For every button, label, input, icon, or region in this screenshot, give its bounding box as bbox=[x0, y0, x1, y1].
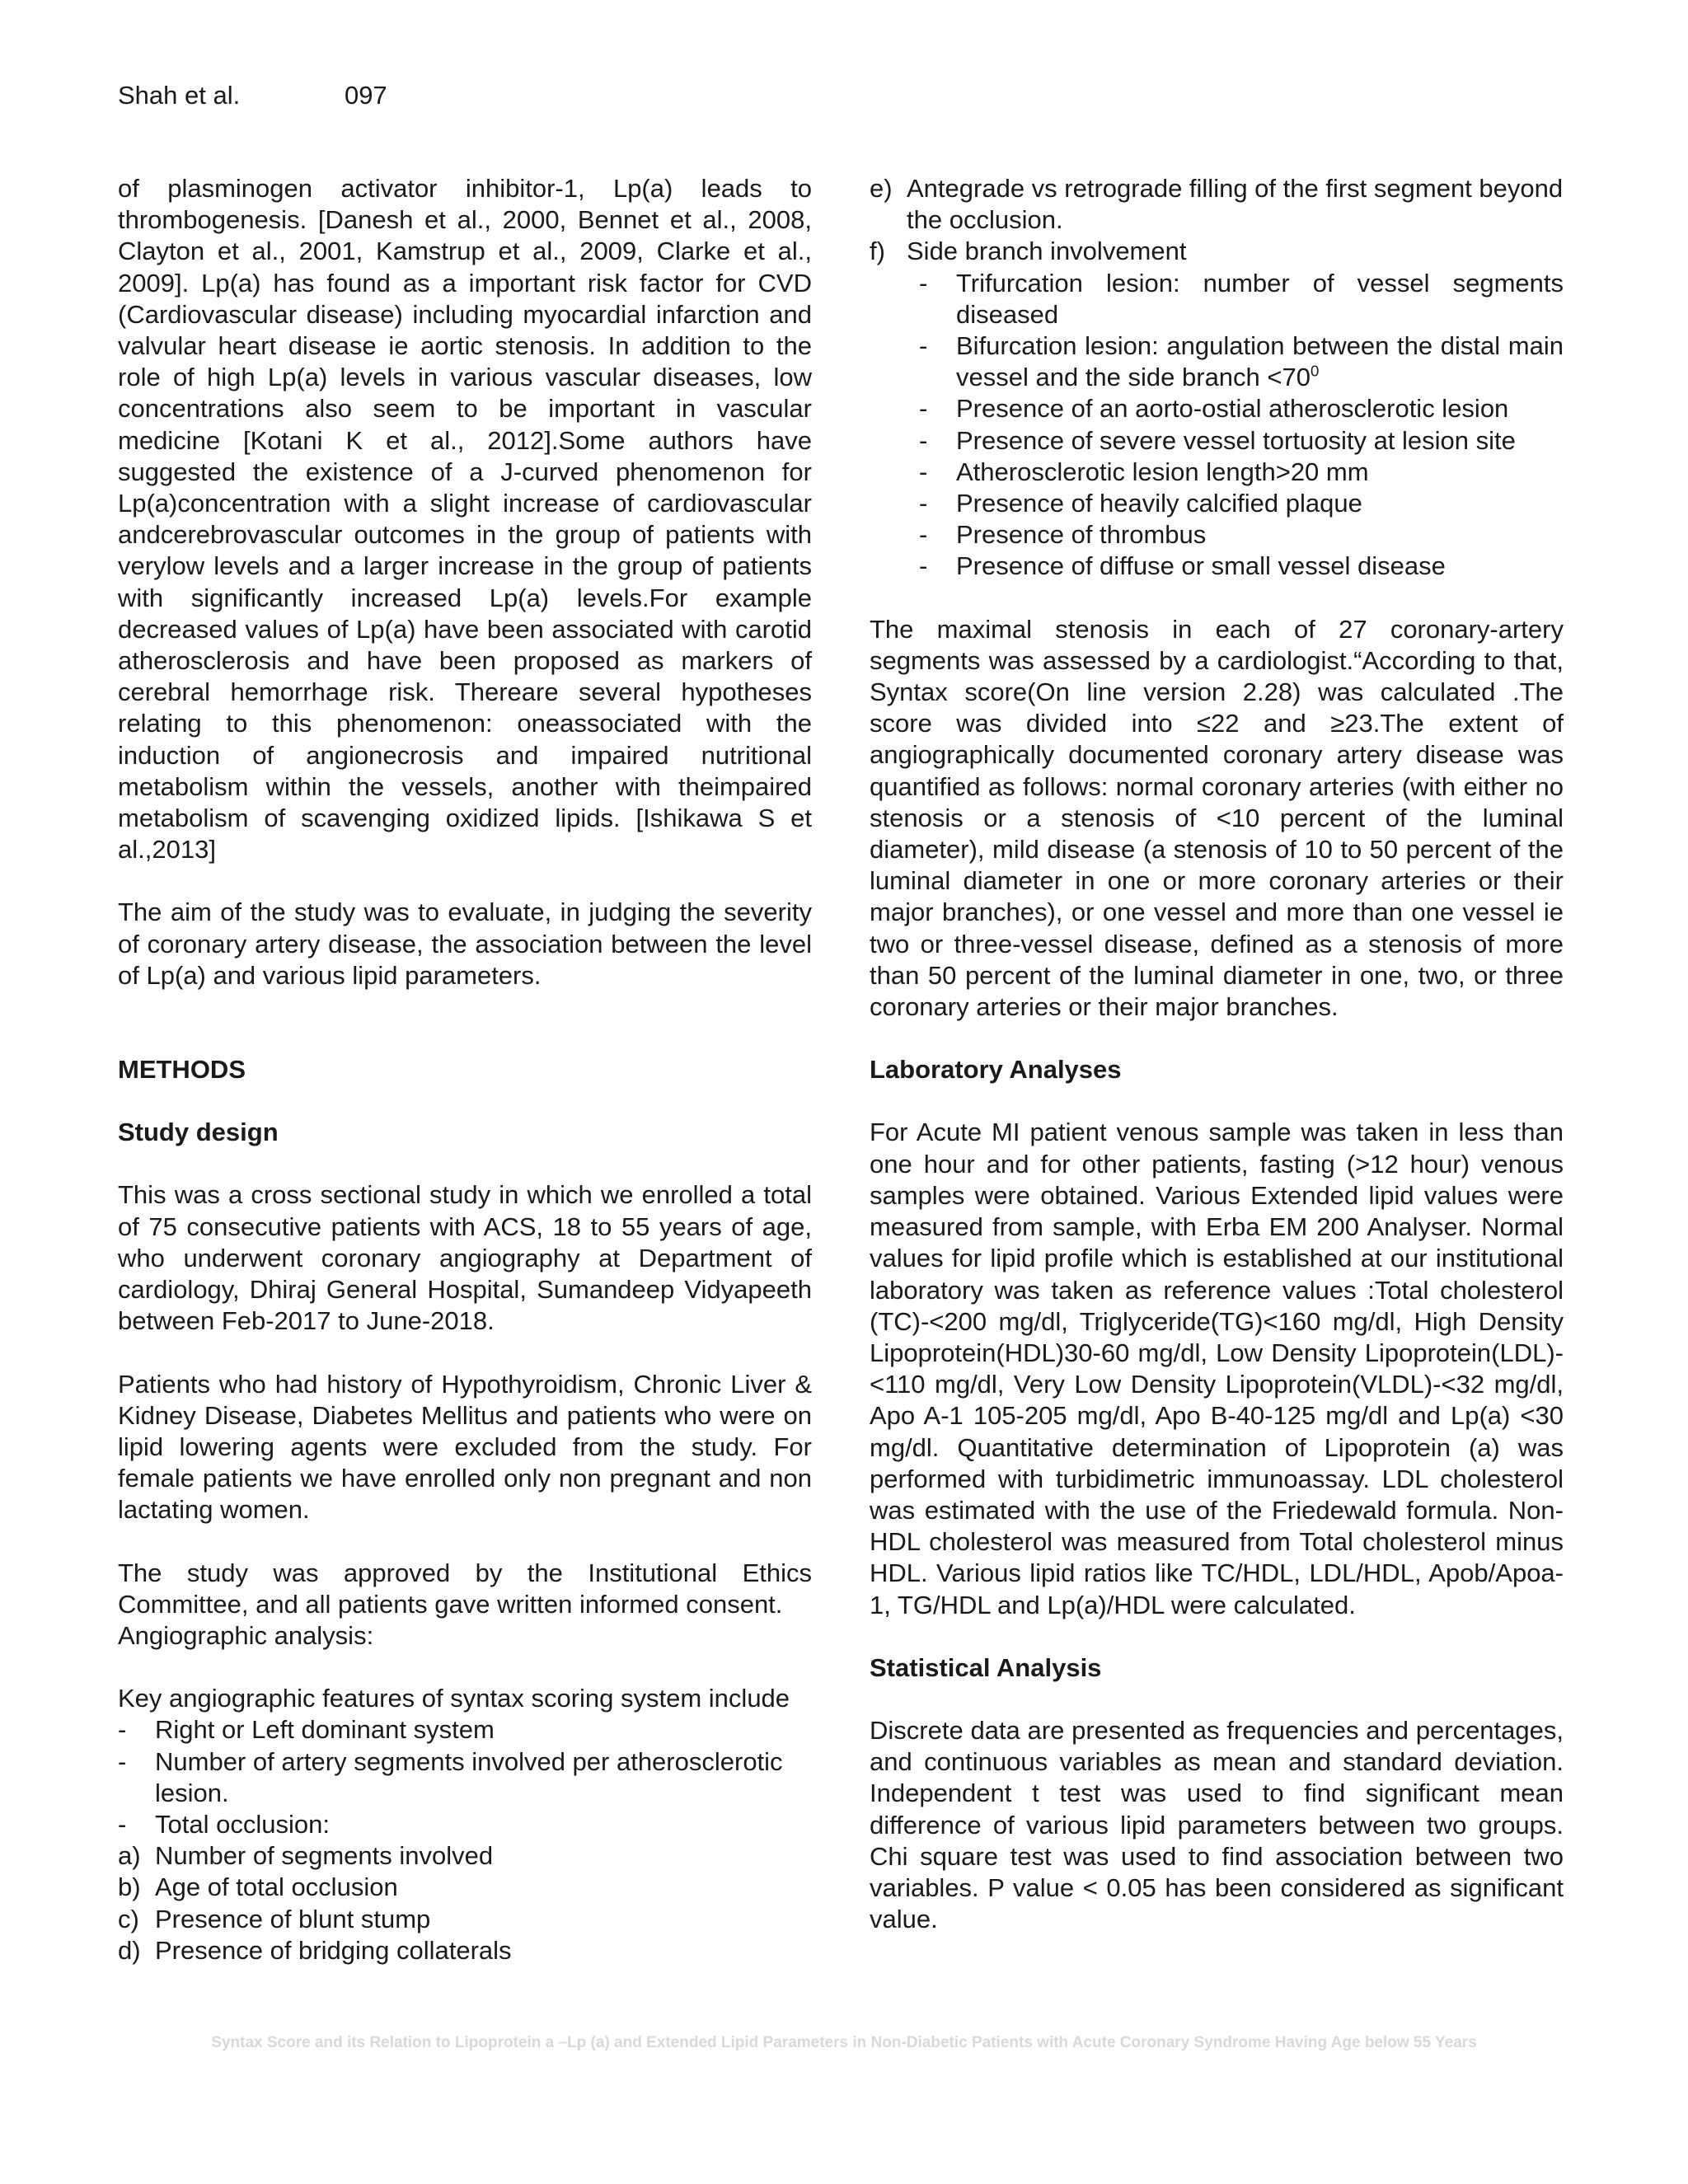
list-item-text: Atherosclerotic lesion length>20 mm bbox=[956, 457, 1369, 486]
aim-paragraph: The aim of the study was to evaluate, in judging the severity of coronary artery disease, the association between the level of Lp(a) and various lipid parameters. bbox=[118, 898, 812, 990]
running-authors: Shah et al. bbox=[118, 81, 241, 110]
list-marker: - bbox=[919, 489, 928, 518]
list-marker: - bbox=[919, 520, 928, 550]
feature-dash-list bbox=[118, 1714, 812, 1840]
running-footer: Syntax Score and its Relation to Lipoprotein a –Lp (a) and Extended Lipid Parameters in Non-Diabetic Patients with Acute Coronary Syndrome Having Age below 55 Years bbox=[211, 2034, 1477, 2051]
list-item-text: Right or Left dominant system bbox=[155, 1715, 495, 1745]
list-item bbox=[118, 1904, 812, 1935]
angiographic-analysis-label: Angiographic analysis: bbox=[118, 1620, 374, 1650]
list-item-text: Presence of heavily calcified plaque bbox=[956, 489, 1362, 518]
list-item-text: Antegrade vs retrograde filling of the first segment beyond the occlusion. bbox=[907, 174, 1564, 235]
degree-superscript: 0 bbox=[1311, 362, 1320, 380]
laboratory-analyses-heading: Laboratory Analyses bbox=[870, 1055, 1122, 1085]
list-item-text: Number of artery segments involved per atherosclerotic lesion. bbox=[155, 1746, 783, 1807]
list-marker: - bbox=[118, 1746, 127, 1776]
list-item bbox=[118, 1809, 812, 1840]
list-marker: c) bbox=[118, 1904, 139, 1933]
list-item bbox=[919, 457, 1564, 488]
study-design-heading: Study design bbox=[118, 1118, 279, 1147]
list-item bbox=[118, 1714, 812, 1746]
list-item-text: Side branch involvement bbox=[907, 237, 1187, 266]
list-item-text: Presence of severe vessel tortuosity at lesion site bbox=[956, 425, 1516, 455]
list-item bbox=[870, 173, 1564, 236]
list-marker: - bbox=[919, 551, 928, 581]
occlusion-alpha-list-continued bbox=[870, 173, 1564, 268]
list-marker: - bbox=[919, 457, 928, 486]
list-item bbox=[118, 1746, 812, 1809]
list-item-text: Age of total occlusion bbox=[155, 1872, 398, 1902]
list-marker: f) bbox=[870, 237, 885, 266]
list-marker: - bbox=[919, 394, 928, 424]
page-number: 097 bbox=[345, 81, 387, 110]
ethics-paragraph: The study was approved by the Institutional Ethics Committee, and all patients gave written informed consent. bbox=[118, 1558, 812, 1619]
list-item bbox=[919, 330, 1564, 393]
list-marker: b) bbox=[118, 1872, 141, 1902]
right-column bbox=[870, 173, 1564, 1966]
list-item bbox=[118, 1840, 812, 1872]
list-item bbox=[919, 488, 1564, 519]
list-marker: - bbox=[919, 425, 928, 455]
list-item bbox=[118, 1872, 812, 1903]
left-column bbox=[118, 173, 812, 1966]
occlusion-alpha-list bbox=[118, 1840, 812, 1966]
list-marker: - bbox=[919, 268, 928, 298]
study-design-paragraph: This was a cross sectional study in which we enrolled a total of 75 consecutive patients with ACS, 18 to 55 years of age, who underwent coronary angiography at Department of cardiology, Dhiraj General Hospital, Sumandeep Vidyapeeth between Feb-2017 to June-2018. bbox=[118, 1180, 812, 1336]
list-item bbox=[919, 519, 1564, 551]
key-features-paragraph: Key angiographic features of syntax scoring system include bbox=[118, 1684, 790, 1713]
list-item-text: Presence of blunt stump bbox=[155, 1904, 431, 1933]
exclusion-paragraph: Patients who had history of Hypothyroidism, Chronic Liver & Kidney Disease, Diabetes Mellitus and patients who were on lipid lowering agents were excluded from the study. For female patients we have enrolled only non pregnant and non lactating women. bbox=[118, 1369, 812, 1525]
statistics-paragraph: Discrete data are presented as frequencies and percentages, and continuous variables as mean and standard deviation. Independent t test was used to find significant mean difference of various lipid parameters between two groups. Chi square test was used to find association between two variables. P value < 0.05 has been considered as significant value. bbox=[870, 1715, 1564, 1934]
list-marker: - bbox=[118, 1715, 127, 1745]
list-marker: d) bbox=[118, 1935, 141, 1965]
intro-paragraph: of plasminogen activator inhibitor-1, Lp(a) leads to thrombogenesis. [Danesh et al., 2000, Bennet et al., 2008, Clayton et al., 2001, Kamstrup et al., 2009, Clarke et al., 2009]. Lp(a) has found as a important risk factor for CVD (Cardiovascular disease) including myocardial infarction and valvular heart disease ie aortic stenosis. In addition to the role of high Lp(a) levels in various vascular diseases, low concentrations also seem to be important in vascular medicine [Kotani K et al., 2012].Some authors have suggested the existence of a J-curved phenomenon for Lp(a)concentration with a slight increase of cardiovascular andcerebrovascular outcomes in the group of patients with verylow levels and a larger increase in the group of patients with significantly increased Lp(a) levels.For example decreased values of Lp(a) have been associated with carotid atherosclerosis and have been proposed as markers of cerebral hemorrhage risk. Thereare several hypotheses relating to this phenomenon: oneassociated with the induction of angionecrosis and impaired nutritional metabolism within the vessels, another with theimpaired metabolism of scavenging oxidized lipids. [Ishikawa S et al.,2013] bbox=[118, 174, 812, 865]
list-item-text: Bifurcation lesion: angulation between the distal main vessel and the side branch <70 bbox=[956, 331, 1564, 392]
list-marker: a) bbox=[118, 1841, 141, 1871]
list-marker: - bbox=[118, 1809, 127, 1839]
list-item-text: Trifurcation lesion: number of vessel segments diseased bbox=[956, 268, 1564, 329]
list-item bbox=[919, 268, 1564, 330]
list-item bbox=[919, 551, 1564, 582]
list-marker: - bbox=[919, 331, 928, 361]
list-item-text: Presence of thrombus bbox=[956, 520, 1207, 550]
page-header bbox=[118, 79, 387, 112]
list-item bbox=[118, 1935, 812, 1966]
list-item bbox=[870, 236, 1564, 267]
list-item-text: Presence of bridging collaterals bbox=[155, 1935, 512, 1965]
list-item-text: Presence of an aorto-ostial atherosclerotic lesion bbox=[956, 394, 1509, 424]
list-item-text: Presence of diffuse or small vessel disease bbox=[956, 551, 1446, 581]
statistical-analysis-heading: Statistical Analysis bbox=[870, 1652, 1102, 1682]
list-item-text: Total occlusion: bbox=[155, 1809, 330, 1839]
methods-heading: METHODS bbox=[118, 1055, 246, 1085]
list-marker: e) bbox=[870, 174, 893, 203]
syntax-score-paragraph: The maximal stenosis in each of 27 coronary-artery segments was assessed by a cardiologist.“According to that, Syntax score(On line version 2.28) was calculated .The score was divided into ≤22 and ≥23.The extent of angiographically documented coronary artery disease was quantified as follows: normal coronary arteries (with either no stenosis or a stenosis of <10 percent of the luminal diameter), mild disease (a stenosis of 10 to 50 percent of the luminal diameter in one or more coronary arteries or their major branches), or one vessel and more than one vessel ie two or three-vessel disease, defined as a stenosis of more than 50 percent of the luminal diameter in one, two, or three coronary arteries or their major branches. bbox=[870, 614, 1564, 1022]
list-item-text: Number of segments involved bbox=[155, 1841, 494, 1871]
laboratory-paragraph: For Acute MI patient venous sample was taken in less than one hour and for other patients, fasting (>12 hour) venous samples were obtained. Various Extended lipid values were measured from sample, with Erba EM 200 Analyser. Normal values for lipid profile which is established at our institutional laboratory was taken as reference values :Total cholesterol (TC)-<200 mg/dl, Triglyceride(TG)<160 mg/dl, High Density Lipoprotein(HDL)30-60 mg/dl, Low Density Lipoprotein(LDL)-<110 mg/dl, Very Low Density Lipoprotein(VLDL)-<32 mg/dl, Apo A-1 105-205 mg/dl, Apo B-40-125 mg/dl and Lp(a) <30 mg/dl. Quantitative determination of Lipoprotein (a) was performed with turbidimetric immunoassay. LDL cholesterol was estimated with the use of the Friedewald formula. Non-HDL cholesterol was measured from Total cholesterol minus HDL. Various lipid ratios like TC/HDL, LDL/HDL, Apob/Apoa-1, TG/HDL and Lp(a)/HDL were calculated. bbox=[870, 1118, 1564, 1619]
side-branch-dash-list bbox=[919, 268, 1564, 583]
list-item bbox=[919, 393, 1564, 424]
list-item bbox=[919, 425, 1564, 457]
